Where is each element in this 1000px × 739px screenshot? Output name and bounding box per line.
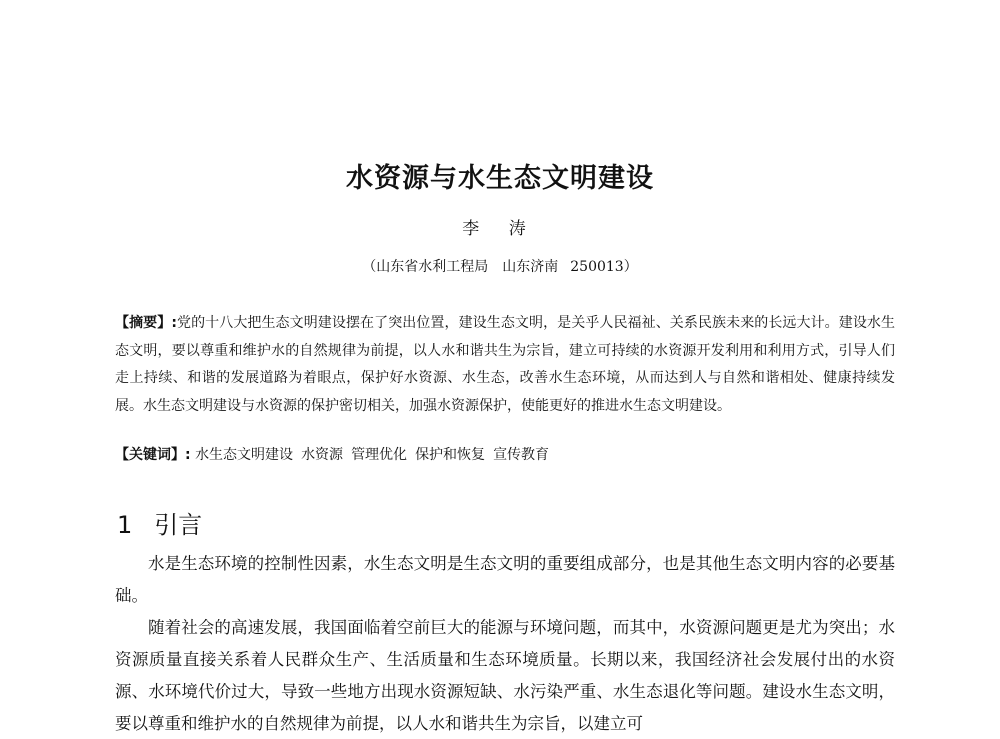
affiliation-postal-code: 250013） bbox=[570, 259, 638, 275]
keyword: 水资源 bbox=[301, 447, 344, 463]
keywords-label: 【关键词】: bbox=[115, 447, 191, 463]
keywords bbox=[115, 443, 895, 467]
keyword: 宣传教育 bbox=[493, 447, 550, 463]
abstract bbox=[115, 310, 895, 420]
section-number: 1 bbox=[117, 511, 133, 539]
section-title: 引言 bbox=[154, 511, 203, 539]
abstract-label: 【摘要】: bbox=[115, 315, 177, 331]
keyword: 管理优化 bbox=[351, 447, 408, 463]
affiliation-org: （山东省水利工程局 山东济南 bbox=[362, 259, 559, 275]
keyword: 保护和恢复 bbox=[415, 447, 486, 463]
keyword: 水生态文明建设 bbox=[195, 447, 294, 463]
abstract-text: 党的十八大把生态文明建设摆在了突出位置，建设生态文明，是关乎人民福祉、关系民族未来的长远大计。建设水生态文明，要以尊重和维护水的自然规律为前提，以人水和谐共生为宗旨，建立可持续的水资源开发利用和利用方式，引导人们走上持续、和谐的发展道路为着眼点，保护好水资源、水生态，改善水生态环境，从而达到人与自然和谐相处、健康持续发展。水生态文明建设与水资源的保护密切相关，加强水资源保护，使能更好的推进水生态文明建设。 bbox=[115, 315, 895, 414]
section-heading bbox=[117, 505, 202, 540]
paper-title: 水资源与水生态文明建设 bbox=[346, 163, 654, 194]
body-paragraph: 随着社会的高速发展，我国面临着空前巨大的能源与环境问题，而其中，水资源问题更是尤为突出；水资源质量直接关系着人民群众生产、生活质量和生态环境质量。长期以来，我国经济社会发展付出的水资源、水环境代价过大，导致一些地方出现水资源短缺、水污染严重、水生态退化等问题。建设水生态文明，要以尊重和维护水的自然规律为前提，以人水和谐共生为宗旨，以建立可 bbox=[115, 618, 895, 733]
author-affiliation bbox=[0, 256, 1000, 276]
author-name: 李 涛 bbox=[462, 219, 538, 239]
body-paragraph: 水是生态环境的控制性因素，水生态文明是生态文明的重要组成部分，也是其他生态文明内容的必要基础。 bbox=[115, 554, 895, 605]
section-body bbox=[115, 548, 895, 739]
